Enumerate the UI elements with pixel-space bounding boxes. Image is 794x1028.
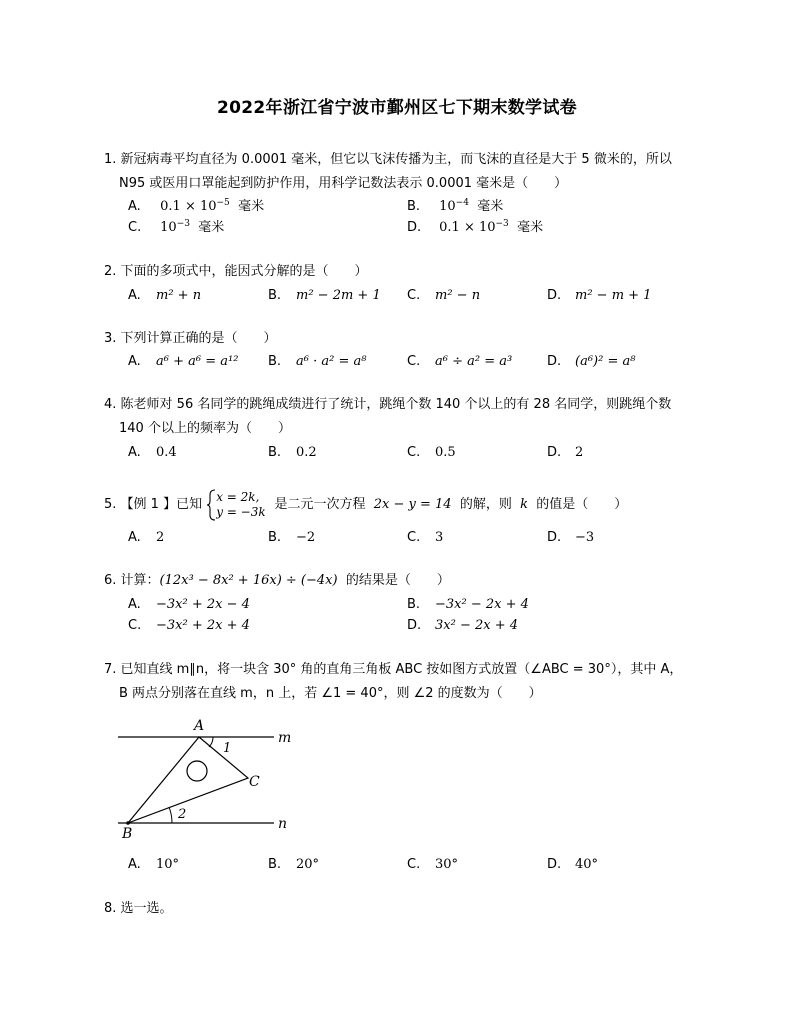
option-label: B. (407, 199, 421, 214)
option-label: A. (128, 597, 141, 612)
q5-mid: 是二元一次方程 (274, 497, 366, 512)
label-angle-1: 1 (223, 741, 232, 756)
option-label: B. (268, 857, 282, 872)
option-exponent: −3 (495, 219, 509, 229)
option-label: A. (128, 354, 141, 369)
option-label: D. (547, 857, 562, 872)
q3-option-a[interactable] (128, 353, 238, 371)
q4-option-b[interactable] (268, 444, 317, 462)
option-label: C. (407, 288, 421, 303)
option-text: −3x² − 2x + 4 (435, 597, 529, 612)
option-text: 10° (156, 857, 180, 872)
q2-option-b[interactable] (268, 287, 381, 305)
q4-option-d[interactable] (547, 444, 583, 462)
q6-suffix: 的结果是（ ） (345, 573, 450, 588)
q1-stem-line2: N95 或医用口罩能起到防护作用，用科学记数法表示 0.0001 毫米是（ ） (119, 176, 568, 191)
option-label: C. (407, 445, 421, 460)
option-label: B. (268, 445, 282, 460)
option-text: m² − m + 1 (575, 288, 652, 303)
q7-stem-line2: B 两点分别落在直线 m，n 上，若 ∠1 = 40°，则 ∠2 的度数为（ ） (119, 686, 542, 701)
label-a: A (194, 718, 205, 734)
q6-prefix: 6. 计算： (104, 573, 160, 588)
q7-option-a[interactable] (128, 856, 179, 874)
option-unit: 毫米 (477, 199, 504, 214)
option-text: a⁶ ÷ a² = a³ (435, 354, 513, 369)
option-exponent: −5 (216, 198, 230, 208)
option-label: D. (407, 220, 422, 235)
q2-option-a[interactable] (128, 287, 201, 305)
option-label: B. (407, 597, 421, 612)
option-text: 40° (575, 857, 599, 872)
option-unit: 毫米 (198, 220, 225, 235)
q1-option-b[interactable] (407, 198, 503, 216)
q5-suffix: 的值是（ ） (536, 497, 628, 512)
option-label: A. (128, 857, 141, 872)
option-label: D. (547, 530, 562, 545)
q1-option-c[interactable] (128, 219, 224, 237)
option-label: D. (547, 445, 562, 460)
option-text: m² − 2m + 1 (296, 288, 381, 303)
q5-variable: k (520, 497, 529, 512)
q5-prefix: 5. 【例 1 】已知 (104, 497, 203, 512)
option-label: A. (128, 288, 141, 303)
option-text: 3 (435, 530, 444, 545)
q5-mid2: 的解，则 (459, 497, 512, 512)
q5-equation: 2x − y = 14 (373, 497, 452, 512)
option-label: B. (268, 288, 282, 303)
triangle-hole (187, 761, 207, 781)
option-unit: 毫米 (238, 199, 265, 214)
option-text: (a⁶)² = a⁸ (575, 354, 636, 369)
option-base: 10 (439, 199, 456, 214)
q3-stem: 3. 下列计算正确的是（ ） (104, 331, 277, 346)
q5-stem (104, 488, 627, 522)
q7-geometry-figure (112, 714, 297, 842)
option-text: 0.4 (156, 445, 177, 460)
brace-icon (206, 489, 216, 521)
q1-option-d[interactable] (407, 219, 543, 237)
q5-system-eq2: y = −3k (216, 504, 266, 519)
option-label: C. (407, 530, 421, 545)
label-m: m (278, 730, 292, 746)
q5-option-c[interactable] (407, 529, 443, 547)
option-exponent: −4 (455, 198, 469, 208)
option-label: C. (407, 354, 421, 369)
option-text: 0.5 (435, 445, 456, 460)
option-label: A. (128, 445, 141, 460)
option-label: C. (128, 618, 142, 633)
q6-option-a[interactable] (128, 596, 250, 614)
option-text: −3x² + 2x − 4 (156, 597, 250, 612)
option-exponent: −3 (176, 219, 190, 229)
option-text: 0.2 (296, 445, 317, 460)
option-text: a⁶ + a⁶ = a¹² (156, 354, 239, 369)
q5-option-b[interactable] (268, 529, 315, 547)
option-label: C. (128, 220, 142, 235)
option-base: 0.1 × 10 (439, 220, 496, 235)
option-text: 2 (156, 530, 165, 545)
q6-expression: (12x³ − 8x² + 16x) ÷ (−4x) (159, 573, 338, 588)
q1-stem-line1: 1. 新冠病毒平均直径为 0.0001 毫米，但它以飞沫传播为主，而飞沫的直径是大于 5 微米的，所以 (104, 152, 672, 167)
q3-option-c[interactable] (407, 353, 512, 371)
q4-stem-line2: 140 个以上的频率为（ ） (119, 421, 291, 436)
option-text: 20° (296, 857, 320, 872)
option-label: C. (407, 857, 421, 872)
angle-2-arc (169, 807, 172, 823)
label-b: B (122, 826, 133, 842)
option-label: D. (547, 288, 562, 303)
point-b (126, 821, 130, 825)
q2-stem: 2. 下面的多项式中，能因式分解的是（ ） (104, 264, 368, 279)
option-label: D. (407, 618, 422, 633)
option-base: 10 (160, 220, 177, 235)
label-angle-2: 2 (178, 807, 187, 822)
q1-option-a[interactable] (128, 198, 264, 216)
option-label: B. (268, 530, 282, 545)
option-text: m² − n (435, 288, 481, 303)
q5-option-d[interactable] (547, 529, 594, 547)
q3-option-b[interactable] (268, 353, 366, 371)
q5-equation-system (206, 489, 266, 521)
q5-option-a[interactable] (128, 529, 164, 547)
q6-option-d[interactable] (407, 617, 518, 635)
q3-option-d[interactable] (547, 353, 635, 371)
q6-option-c[interactable] (128, 617, 250, 635)
q4-option-a[interactable] (128, 444, 177, 462)
q7-stem-line1: 7. 已知直线 m∥n，将一块含 30° 角的直角三角板 ABC 按如图方式放置（∠ABC = 30°），其中 A， (104, 662, 683, 677)
q7-option-b[interactable] (268, 856, 319, 874)
option-text: m² + n (156, 288, 202, 303)
option-text: −3 (575, 530, 595, 545)
q2-option-d[interactable] (547, 287, 651, 305)
option-label: D. (547, 354, 562, 369)
option-text: −3x² + 2x + 4 (156, 618, 250, 633)
document-title: 2022年浙江省宁波市鄞州区七下期末数学试卷 (217, 98, 577, 118)
label-n: n (278, 816, 288, 832)
q7-option-c[interactable] (407, 856, 458, 874)
option-base: 0.1 × 10 (160, 199, 217, 214)
q4-stem-line1: 4. 陈老师对 56 名同学的跳绳成绩进行了统计，跳绳个数 140 个以上的有 28 名同学，则跳绳个数 (104, 397, 672, 412)
option-text: 30° (435, 857, 459, 872)
q7-option-d[interactable] (547, 856, 598, 874)
q2-option-c[interactable] (407, 287, 480, 305)
option-text: a⁶ · a² = a⁸ (296, 354, 367, 369)
q6-stem (104, 572, 450, 590)
option-label: A. (128, 530, 141, 545)
option-text: −2 (296, 530, 316, 545)
q6-option-b[interactable] (407, 596, 529, 614)
option-text: 3x² − 2x + 4 (435, 618, 519, 633)
q5-system-eq1: x = 2k, (216, 489, 260, 504)
q4-option-c[interactable] (407, 444, 456, 462)
option-label: A. (128, 199, 141, 214)
option-text: 2 (575, 445, 584, 460)
label-c: C (249, 774, 260, 790)
option-unit: 毫米 (517, 220, 544, 235)
q8-stem: 8. 选一选。 (104, 901, 173, 916)
option-label: B. (268, 354, 282, 369)
